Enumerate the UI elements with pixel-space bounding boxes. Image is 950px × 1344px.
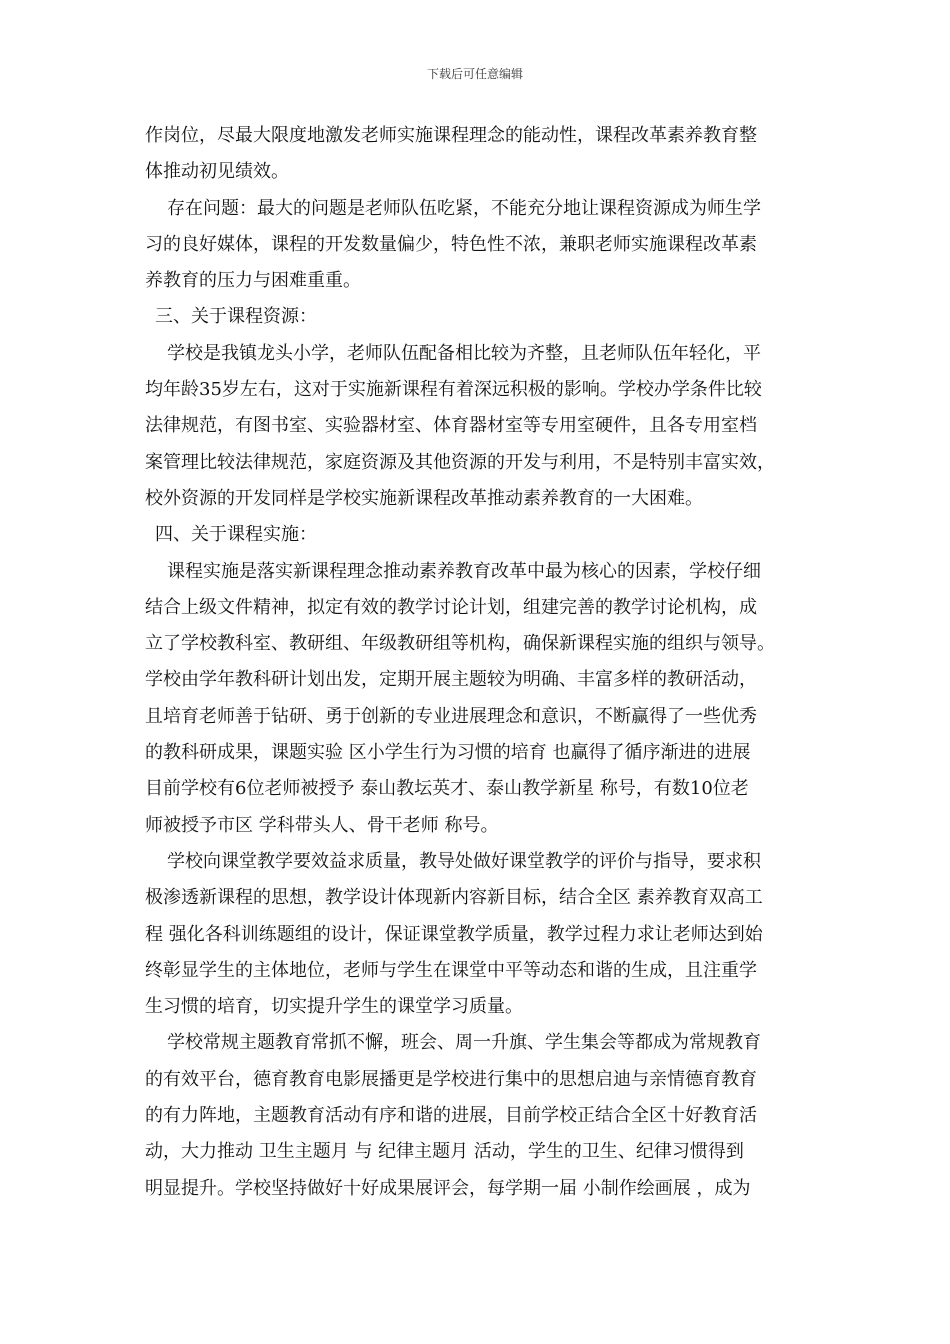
text-line: 的教科研成果，课题实验 区小学生行为习惯的培育 也赢得了循序渐进的进展 [145, 742, 751, 764]
text-line: 学校常规主题教育常抓不懈，班会、周一升旗、学生集会等都成为常规教育 [167, 1032, 761, 1054]
text-line: 目前学校有6位老师被授予 泰山教坛英才、泰山教学新星 称号，有数10位老 [145, 778, 749, 800]
text-line: 明显提升。学校坚持做好十好成果展评会，每学期一届 小制作绘画展 ，成为 [145, 1177, 751, 1199]
text-line: 法律规范，有图书室、实验器材室、体育器材室等专用室硬件，且各专用室档 [145, 415, 757, 437]
text-line: 校外资源的开发同样是学校实施新课程改革推动素养教育的一大困难。 [145, 487, 703, 509]
text-line: 课程实施是落实新课程理念推动素养教育改革中最为核心的因素，学校仔细 [167, 560, 761, 582]
text-line: 作岗位，尽最大限度地激发老师实施课程理念的能动性，课程改革素养教育整 [145, 125, 757, 146]
text-line: 程 强化各科训练题组的设计，保证课堂教学质量，教学过程力求让老师达到始 [145, 923, 763, 945]
text-line: 立了学校教科室、教研组、年级教研组等机构，确保新课程实施的组织与领导。 [145, 633, 775, 655]
text-line: 案管理比较法律规范，家庭资源及其他资源的开发与利用，不是特别丰富实效， [145, 451, 775, 473]
text-line: 学校由学年教科研计划出发，定期开展主题较为明确、丰富多样的教研活动， [145, 669, 757, 691]
text-line: 极渗透新课程的思想，教学设计体现新内容新目标，结合全区 素养教育双高工 [145, 887, 763, 909]
text-line: 生习惯的培育，切实提升学生的课堂学习质量。 [145, 996, 523, 1018]
body-text [145, 118, 825, 1207]
text-line: 习的良好媒体，课程的开发数量偏少，特色性不浓，兼职老师实施课程改革素 [145, 233, 757, 255]
text-line: 学校向课堂教学要效益求质量，教导处做好课堂教学的评价与指导，要求积 [167, 850, 761, 872]
text-line: 体推动初见绩效。 [145, 161, 289, 183]
text-line: 的有效平台，德育教育电影展播更是学校进行集中的思想启迪与亲情德育教育 [145, 1068, 757, 1090]
text-line: 学校是我镇龙头小学，老师队伍配备相比较为齐整，且老师队伍年轻化，平 [167, 342, 761, 364]
text-line: 养教育的压力与困难重重。 [145, 270, 361, 292]
text-line: 存在问题：最大的问题是老师队伍吃紧，不能充分地让课程资源成为师生学 [167, 197, 761, 219]
section-heading: 四、关于课程实施： [155, 524, 317, 546]
text-line: 结合上级文件精神，拟定有效的教学讨论计划，组建完善的教学讨论机构，成 [145, 596, 757, 618]
text-line: 终彰显学生的主体地位，老师与学生在课堂中平等动态和谐的生成，且注重学 [145, 959, 757, 981]
text-line: 且培育老师善于钻研、勇于创新的专业进展理念和意识，不断赢得了一些优秀 [145, 705, 757, 727]
text-line: 的有力阵地，主题教育活动有序和谐的进展，目前学校正结合全区十好教育活 [145, 1105, 757, 1127]
text-line: 师被授予市区 学科带头人、骨干老师 称号。 [145, 814, 499, 836]
text-line: 动，大力推动 卫生主题月 与 纪律主题月 活动，学生的卫生、纪律习惯得到 [145, 1141, 744, 1163]
text-line: 均年龄35岁左右，这对于实施新课程有着深远积极的影响。学校办学条件比较 [145, 379, 762, 401]
section-heading: 三、关于课程资源： [155, 306, 317, 328]
page-header: 下载后可任意编辑 [426, 67, 523, 81]
